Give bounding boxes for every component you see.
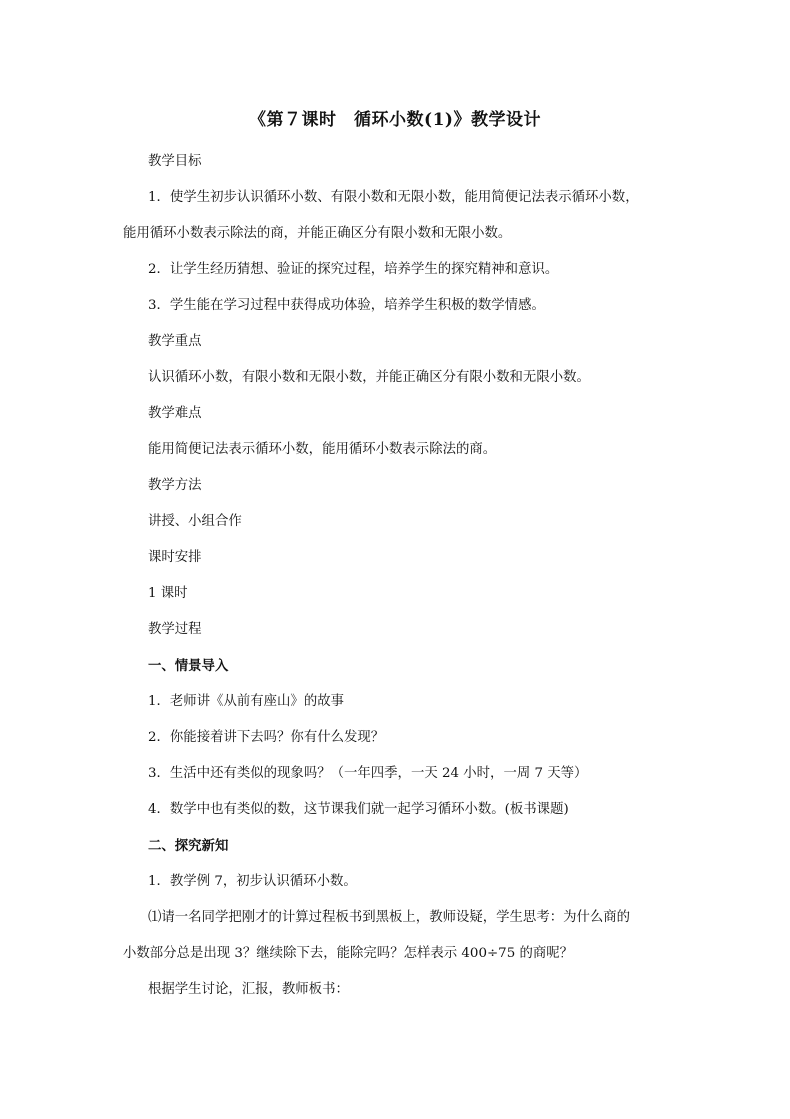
difficulties-text: 能用简便记法表示循环小数，能用循环小数表示除法的商。 — [148, 442, 497, 457]
goal-3: 3．学生能在学习过程中获得成功体验，培养学生积极的数学情感。 — [148, 298, 545, 313]
explore-step-1-1-line-1: ⑴请一名同学把刚才的计算过程板书到黑板上，教师设疑，学生思考：为什么商的 — [148, 910, 631, 925]
goal-1-line-1: 1．使学生初步认识循环小数、有限小数和无限小数，能用简便记法表示循环小数， — [148, 190, 639, 205]
schedule-heading: 课时安排 — [148, 550, 202, 565]
explore-step-1-1-line-2: 小数部分总是出现 3？继续除下去，能除完吗？怎样表示 400÷75 的商呢？ — [123, 946, 574, 961]
intro-step-4: 4．数学中也有类似的数，这节课我们就一起学习循环小数。(板书课题) — [148, 802, 569, 817]
explore-step-1: 1．教学例 7，初步认识循环小数。 — [148, 874, 357, 889]
methods-heading: 教学方法 — [148, 478, 202, 493]
part-2-heading: 二、探究新知 — [148, 838, 229, 854]
part-1-heading: 一、情景导入 — [148, 658, 229, 674]
difficulties-heading: 教学难点 — [148, 406, 202, 421]
process-heading: 教学过程 — [148, 622, 202, 637]
methods-text: 讲授、小组合作 — [148, 514, 242, 529]
document-title: 《第７课时 循环小数(1)》教学设计 — [249, 110, 541, 130]
schedule-text: 1 课时 — [148, 586, 188, 601]
intro-step-3: 3．生活中还有类似的现象吗？（一年四季，一天 24 小时，一周 7 天等） — [148, 766, 588, 781]
intro-step-1: 1．老师讲《从前有座山》的故事 — [148, 694, 344, 709]
goal-2: 2．让学生经历猜想、验证的探究过程，培养学生的探究精神和意识。 — [148, 262, 559, 277]
goals-heading: 教学目标 — [148, 154, 202, 169]
explore-report: 根据学生讨论，汇报，教师板书： — [148, 982, 349, 997]
intro-step-2: 2．你能接着讲下去吗？你有什么发现？ — [148, 730, 385, 745]
goal-1-line-2: 能用循环小数表示除法的商，并能正确区分有限小数和无限小数。 — [123, 226, 512, 241]
key-points-text: 认识循环小数，有限小数和无限小数，并能正确区分有限小数和无限小数。 — [148, 370, 590, 385]
key-points-heading: 教学重点 — [148, 334, 202, 349]
